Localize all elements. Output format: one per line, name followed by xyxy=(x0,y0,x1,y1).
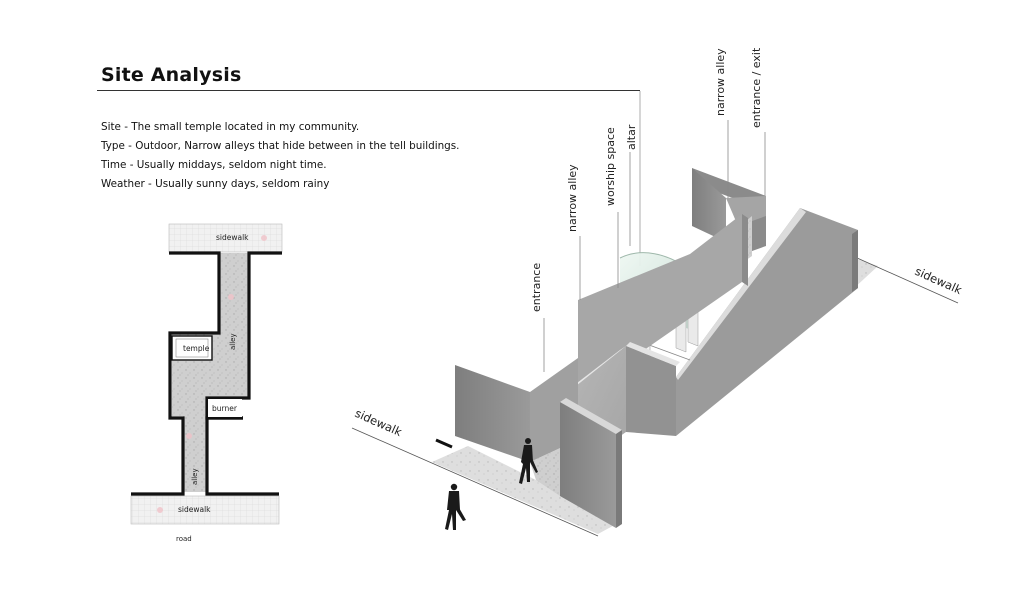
description-weather: Weather - Usually sunny days, seldom rainy xyxy=(101,178,330,190)
plan-label-alley-lower: alley xyxy=(191,468,199,485)
axon-label-sidewalk-left: sidewalk xyxy=(352,405,405,440)
description-site: Site - The small temple located in my community. xyxy=(101,121,360,133)
plan-label-road: road xyxy=(176,535,192,543)
description-time: Time - Usually middays, seldom night time. xyxy=(101,159,327,171)
description-type: Type - Outdoor, Narrow alleys that hide between in the tell buildings. xyxy=(101,140,460,152)
plan-label-alley-upper: alley xyxy=(229,333,237,350)
site-plan xyxy=(131,224,282,543)
axon-label-worship-space: worship space xyxy=(604,127,617,206)
plan-label-temple: temple xyxy=(183,344,210,353)
axonometric-model xyxy=(352,47,964,536)
plan-label-bottom-sidewalk: sidewalk xyxy=(178,505,211,514)
plan-alley-upper xyxy=(219,253,249,333)
axon-label-narrow-alley-2: narrow alley xyxy=(714,48,727,116)
axon-label-sidewalk-right: sidewalk xyxy=(912,263,965,298)
axon-right-wall xyxy=(676,208,858,436)
person-near xyxy=(445,484,466,530)
axon-label-narrow-alley-1: narrow alley xyxy=(566,164,579,232)
plan-label-burner: burner xyxy=(212,404,237,413)
plan-label-top-sidewalk: sidewalk xyxy=(216,233,249,242)
axon-label-altar: altar xyxy=(625,124,638,150)
axon-label-entrance: entrance xyxy=(530,262,543,312)
axon-label-entrance-exit: entrance / exit xyxy=(750,47,763,128)
page-title: Site Analysis xyxy=(101,64,242,86)
